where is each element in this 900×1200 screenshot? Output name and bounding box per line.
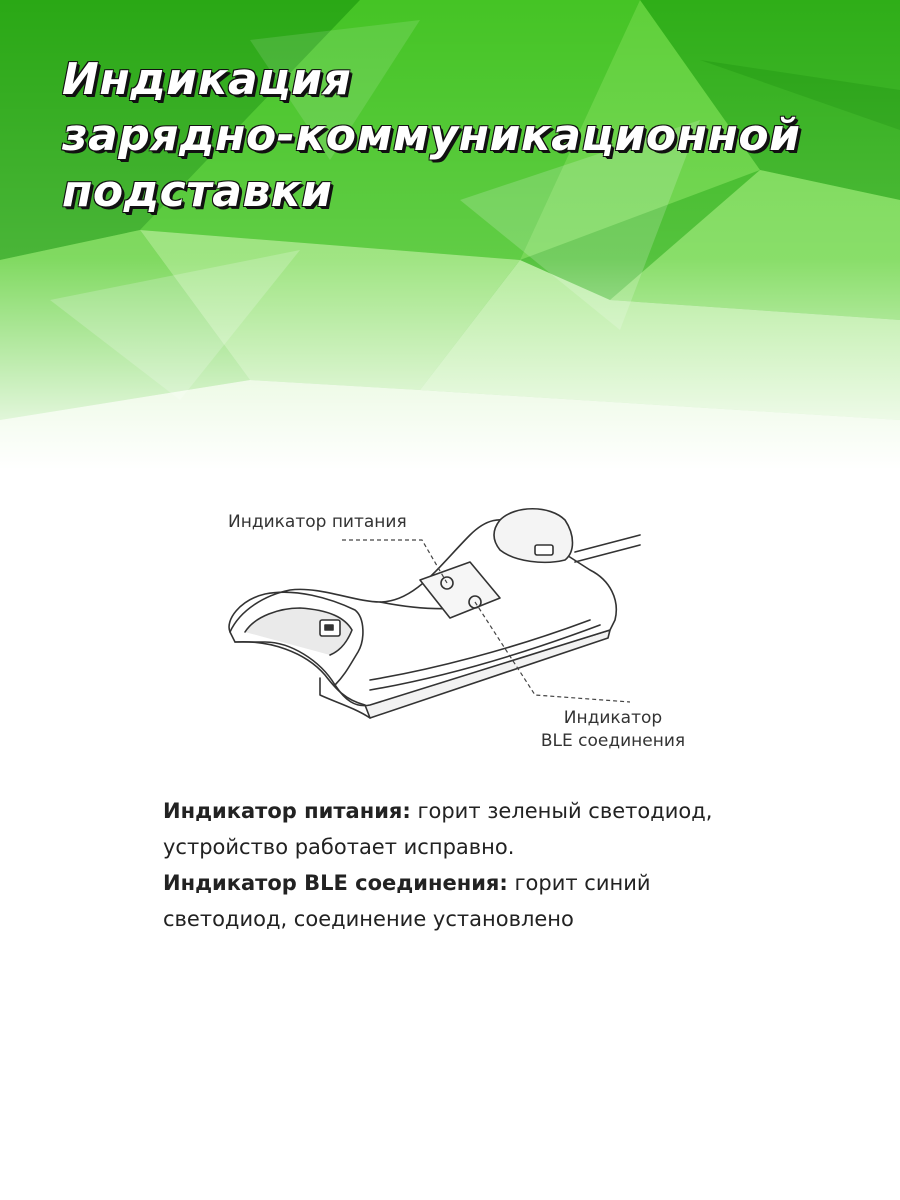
callout-power-indicator: Индикатор питания (228, 512, 407, 532)
power-description-line-1 (163, 793, 783, 829)
power-description-text: горит зеленый светодиод, (410, 799, 713, 823)
indicator-description (163, 793, 783, 937)
ble-description-line-2: светодиод, соединение установлено (163, 907, 574, 931)
power-description-label: Индикатор питания: (163, 799, 411, 823)
page-title (62, 52, 800, 220)
title-line-1: Индикация (62, 54, 352, 105)
callout-ble-indicator (528, 707, 698, 753)
title-line-2: зарядно-коммуникационной (62, 110, 801, 161)
ble-description-line-1 (163, 865, 783, 901)
green-banner-background (0, 0, 900, 470)
title-line-3: подставки (62, 166, 333, 217)
callout-ble-line-1: Индикатор (563, 708, 663, 728)
power-description-line-2: устройство работает исправно. (163, 835, 515, 859)
callout-ble-line-2: BLE соединения (540, 731, 686, 751)
ble-description-text: горит синий (507, 871, 651, 895)
ble-description-label: Индикатор BLE соединения: (163, 871, 508, 895)
